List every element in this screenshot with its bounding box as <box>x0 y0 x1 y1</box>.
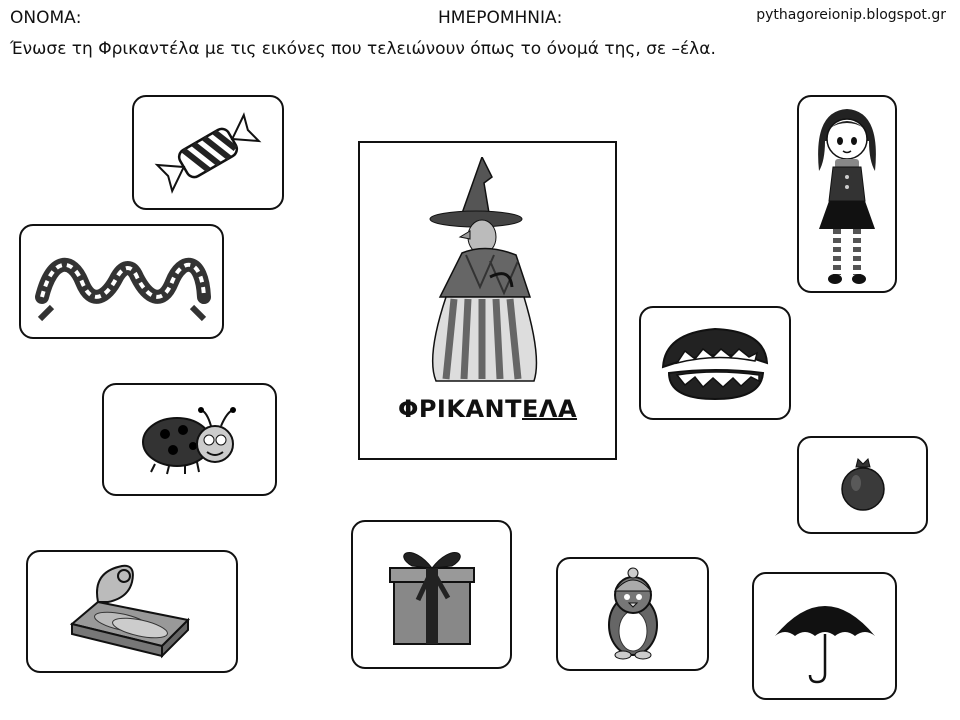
witch-name-word <box>360 395 615 423</box>
card-pomegranate[interactable] <box>797 436 928 534</box>
false-teeth-icon <box>655 323 775 403</box>
card-penguin[interactable] <box>556 557 709 671</box>
doll-icon <box>809 101 885 287</box>
center-frame <box>358 141 617 460</box>
ribbon-icon <box>32 237 212 327</box>
pomegranate-icon <box>838 457 888 513</box>
card-candy[interactable] <box>132 95 284 210</box>
card-doll[interactable] <box>797 95 897 293</box>
penguin-icon <box>593 567 673 662</box>
ladybug-icon <box>135 400 245 480</box>
date-label: ΗΜΕΡΟΜΗΝΙΑ: <box>438 8 563 28</box>
candy-icon <box>148 108 268 198</box>
word-suffix: ΕΛΑ <box>522 395 578 423</box>
witch-icon <box>420 157 550 387</box>
card-ladybug[interactable] <box>102 383 277 496</box>
gift-icon <box>382 540 482 650</box>
card-false-teeth[interactable] <box>639 306 791 420</box>
card-umbrella[interactable] <box>752 572 897 700</box>
sardine-can-icon <box>62 562 202 662</box>
card-gift[interactable] <box>351 520 512 669</box>
umbrella-icon <box>770 586 880 686</box>
site-url: pythagoreionip.blogspot.gr <box>756 7 946 23</box>
card-sardine-can[interactable] <box>26 550 238 673</box>
word-prefix: ΦΡΙΚΑΝΤ <box>397 395 522 423</box>
name-label: ΟΝΟΜΑ: <box>10 8 82 28</box>
instruction-text: Ένωσε τη Φρικαντέλα με τις εικόνες που τελειώνουν όπως το όνομά της, σε –έλα. <box>10 39 716 59</box>
card-ribbon[interactable] <box>19 224 224 339</box>
